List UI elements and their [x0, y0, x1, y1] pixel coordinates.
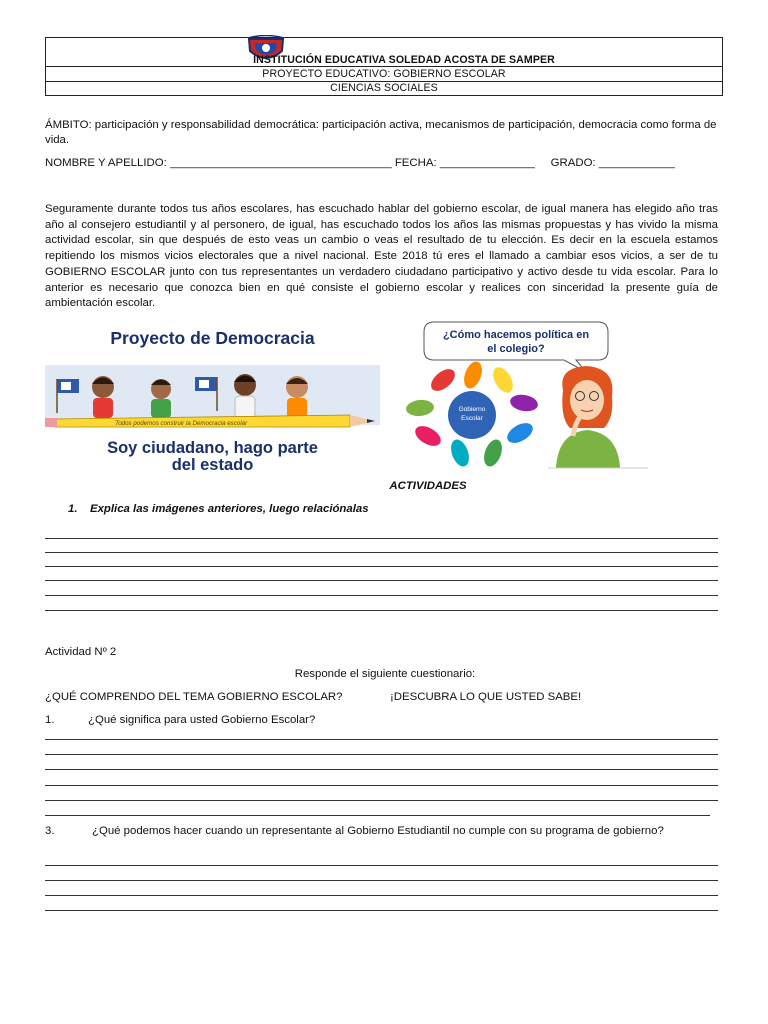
answer-line[interactable] — [45, 910, 718, 911]
answer-line[interactable] — [45, 739, 718, 740]
speech-bubble — [424, 328, 608, 356]
circle-line-1: Gobierno — [458, 406, 486, 413]
question-1-text: ¿Qué significa para usted Gobierno Escolar? — [88, 714, 316, 726]
activity-1-text: Explica las imágenes anteriores, luego relaciónalas — [90, 503, 369, 515]
institution-name: INSTITUCIÓN EDUCATIVA SOLEDAD ACOSTA DE SAMPER — [253, 54, 555, 66]
name-field[interactable]: ___________________________________ — [169, 157, 392, 169]
grade-label: GRADO: — [550, 157, 596, 169]
question-3-text: ¿Qué podemos hacer cuando un representante al Gobierno Estudiantil no cumple con su programa de gobierno? — [92, 825, 664, 837]
date-label: FECHA: — [394, 157, 437, 169]
activity-2-instruction: Responde el siguiente cuestionario: — [294, 668, 476, 680]
date-field[interactable]: _______________ — [439, 157, 535, 169]
ambito-text: ÁMBITO: participación y responsabilidad democrática: participación activa, mecanismos de participación, democracia como forma de vida. — [45, 119, 717, 146]
intro-paragraph: Seguramente durante todos tus años escolares, has escuchado hablar del gobierno escolar, de igual manera has elegido año tras año al consejero estudiantil y al personero, de igual, has escuchado todos los años las mismas propuestas y has vivido la misma actividad escolar, sin que después de esto veas un cambio o veas el resultado de tu elección. Es decir en la escuela estamos repitiendo los mismos vicios electorales que a nivel nacional. Este 2018 tú eres el llamado a cambiar esos vicios, a ser de tu GOBIERNO ESCOLAR junto con tus representantes un verdadero ciudadano participativo y activo desde tu vida escolar. Para lo anterior es necesario que conozca bien en qué consiste el gobierno escolar y realices con sinceridad la presente guía de ambientación escolar. — [45, 203, 718, 310]
answer-line[interactable] — [45, 815, 710, 816]
activities-title: ACTIVIDADES — [389, 480, 467, 492]
democracy-image-caption — [45, 440, 380, 474]
answer-line[interactable] — [45, 566, 718, 567]
subject-title: CIENCIAS SOCIALES — [330, 82, 438, 94]
question-heading-left: ¿QUÉ COMPRENDO DEL TEMA GOBIERNO ESCOLAR? — [45, 691, 343, 703]
question-3-number: 3. — [45, 825, 55, 837]
answer-line[interactable] — [45, 538, 718, 539]
answer-line[interactable] — [45, 865, 718, 866]
grade-field[interactable]: ____________ — [598, 157, 675, 169]
answer-line[interactable] — [45, 580, 718, 581]
activity-1-number: 1. — [68, 503, 78, 515]
name-label: NOMBRE Y APELLIDO: — [45, 157, 167, 169]
answer-line[interactable] — [45, 800, 718, 801]
answer-line[interactable] — [45, 895, 718, 896]
pencil-text: Todos podemos construir la Democracia escolar — [115, 420, 248, 427]
school-politics-image — [398, 318, 653, 473]
caption-line-1: Soy ciudadano, hago parte — [107, 439, 318, 457]
gobierno-escolar-circle — [448, 405, 496, 423]
answer-line[interactable] — [45, 552, 718, 553]
bubble-line-1: ¿Cómo hacemos política en — [442, 329, 590, 341]
project-title: PROYECTO EDUCATIVO: GOBIERNO ESCOLAR — [262, 68, 506, 80]
question-1-number: 1. — [45, 714, 55, 726]
democracy-project-image — [45, 325, 380, 474]
answer-line[interactable] — [45, 610, 718, 611]
header-table — [45, 37, 723, 96]
student-info-line — [45, 156, 725, 171]
answer-line[interactable] — [45, 595, 718, 596]
bubble-line-2: el colegio? — [487, 343, 545, 355]
answer-line[interactable] — [45, 785, 718, 786]
answer-line[interactable] — [45, 769, 718, 770]
circle-line-2: Escolar — [461, 415, 483, 422]
activity-2-title: Actividad Nº 2 — [45, 646, 117, 658]
answer-line[interactable] — [45, 754, 718, 755]
question-heading-right: ¡DESCUBRA LO QUE USTED SABE! — [390, 691, 582, 703]
caption-line-2: del estado — [171, 456, 254, 474]
answer-line[interactable] — [45, 880, 718, 881]
democracy-image-title: Proyecto de Democracia — [110, 328, 315, 348]
